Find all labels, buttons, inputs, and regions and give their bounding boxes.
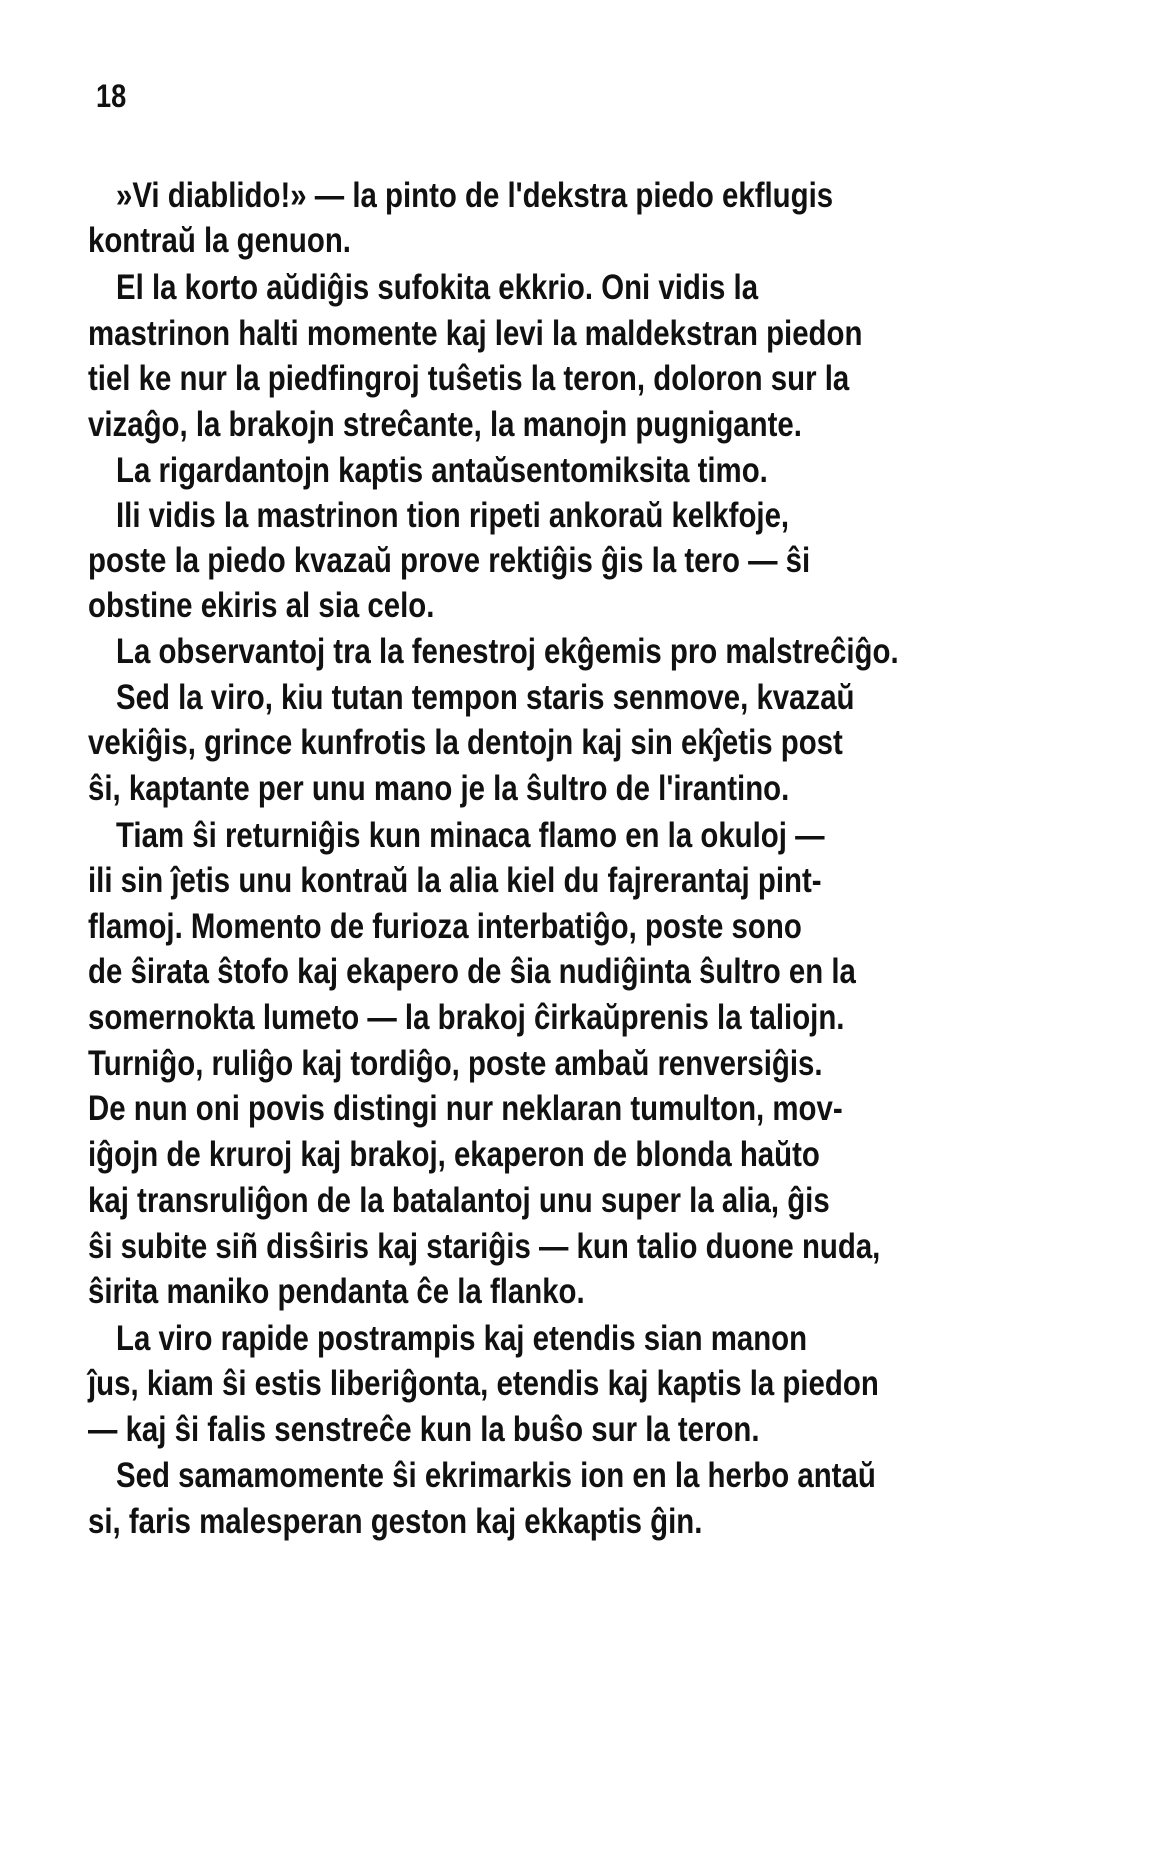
text-line: vekiĝis, grince kunfrotis la dentojn kaj sin ekĵetis post [88,723,843,762]
text-line: kaj transruliĝon de la batalantoj unu super la alia, ĝis [88,1181,830,1220]
text-line: iĝojn de kruroj kaj brakoj, ekaperon de blonda haŭto [88,1135,820,1174]
text-line: si, faris malesperan geston kaj ekkaptis ĝin. [88,1502,703,1541]
text-line: El la korto aŭdiĝis sufokita ekkrio. Oni vidis la [116,268,759,307]
text-line: Sed la viro, kiu tutan tempon staris senmove, kvazaŭ [116,678,855,717]
text-line: La rigardantojn kaptis antaŭsentomiksita timo. [116,451,768,490]
text-line: ili sin ĵetis unu kontraŭ la alia kiel du fajrerantaj pint- [88,861,822,900]
text-line: de ŝirata ŝtofo kaj ekapero de ŝia nudiĝinta ŝultro en la [88,952,856,991]
page-number: 18 [96,78,127,114]
text-line: mastrinon halti momente kaj levi la maldekstran piedon [88,314,863,353]
text-line: ŝirita maniko pendanta ĉe la flanko. [88,1272,585,1311]
text-line: somernokta lumeto — la brakoj ĉirkaŭprenis la taliojn. [88,998,845,1037]
text-line: Tiam ŝi returniĝis kun minaca flamo en la okuloj — [116,816,825,855]
text-line: — kaj ŝi falis senstreĉe kun la buŝo sur la teron. [88,1410,760,1449]
text-line: »Vi diablido!» — la pinto de l'dekstra piedo ekflugis [116,176,834,215]
text-line: La viro rapide postrampis kaj etendis sian manon [116,1319,808,1358]
text-line: vizaĝo, la brakojn streĉante, la manojn pugnigante. [88,405,802,444]
text-line: La observantoj tra la fenestroj ekĝemis pro malstreĉiĝo. [116,632,899,671]
text-line: tiel ke nur la piedfingroj tuŝetis la teron, doloron sur la [88,359,850,398]
text-line: Sed samamomente ŝi ekrimarkis ion en la herbo antaŭ [116,1456,876,1495]
text-line: De nun oni povis distingi nur neklaran tumulton, mov- [88,1089,843,1128]
text-line: ŝi subite siñ disŝiris kaj stariĝis — kun talio duone nuda, [88,1227,881,1266]
text-line: flamoj. Momento de furioza interbatiĝo, poste sono [88,907,802,946]
text-line: kontraŭ la genuon. [88,221,351,260]
text-line: Ili vidis la mastrinon tion ripeti ankoraŭ kelkfoje, [116,496,790,535]
text-line: ĵus, kiam ŝi estis liberiĝonta, etendis kaj kaptis la piedon [88,1364,879,1403]
text-line: obstine ekiris al sia celo. [88,586,435,625]
text-line: Turniĝo, ruliĝo kaj tordiĝo, poste ambaŭ renversiĝis. [88,1044,823,1083]
text-line: ŝi, kaptante per unu mano je la ŝultro de l'irantino. [88,769,790,808]
text-line: poste la piedo kvazaŭ prove rektiĝis ĝis la tero — ŝi [88,541,811,580]
